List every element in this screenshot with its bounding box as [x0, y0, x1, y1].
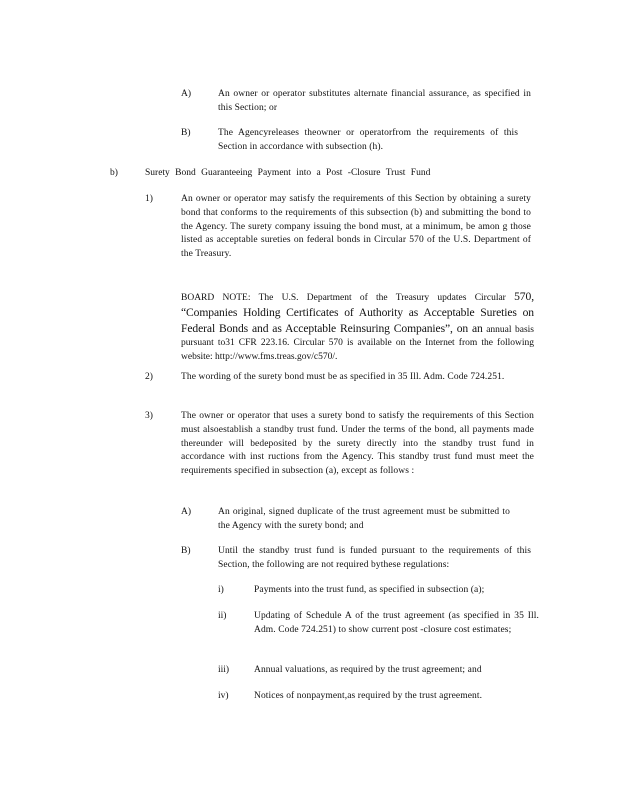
item-label: ii) [218, 611, 227, 621]
item-text: Payments into the trust fund, as specified in subsection (a); [254, 585, 485, 595]
item-label: i) [218, 585, 224, 595]
subsection-heading: Surety Bond Guaranteeing Payment into a Post -Closure Trust Fund [145, 168, 431, 178]
item-text: Updating of Schedule A of the trust agreement (as specified in 35 Ill. Adm. Code 724.251) to show current post -closure cost estimates; [254, 611, 539, 635]
item-label: iv) [218, 691, 229, 701]
item-text: The Agencyreleases theowner or operatorfrom the requirements of this Section in accordance with subsection (h). [218, 128, 518, 152]
item-label: 2) [145, 372, 153, 382]
board-note [181, 290, 534, 365]
item-label: iii) [218, 665, 230, 675]
item-text: Annual valuations, as required by the trust agreement; and [254, 665, 482, 675]
item-text: The owner or operator that uses a surety bond to satisfy the requirements of this Section must alsoestablish a standby trust fund. Under the terms of the bond, all payments made thereunder will bedeposited by the surety directly into the standby trust fund in accordance with inst ructions from the Agency. This standby trust fund must meet the requirements specified in subsection (a), except as follows : [181, 411, 534, 477]
item-text: The wording of the surety bond must be as specified in 35 Ill. Adm. Code 724.251. [181, 372, 505, 382]
item-label: 1) [145, 194, 153, 204]
item-text: An owner or operator may satisfy the requirements of this Section by obtaining a surety bond that conforms to the requirements of this subsection (b) and submitting the bond to the Agency. The surety company issuing the bond must, at a minimum, be amon g those listed as acceptable sureties on federal bonds in Circular 570 of the U.S. Department of the Treasury. [181, 194, 531, 260]
board-note-title: 570, “Companies Holding Certificates of Authority as Acceptable Sureties on Federal Bonds and as Acceptable Reinsuring Companies”, on an [181, 290, 534, 335]
item-text: An owner or operator substitutes alternate financial assurance, as specified in this Section; or [218, 89, 531, 113]
item-label: B) [181, 546, 191, 556]
item-label: B) [181, 128, 191, 138]
item-label: A) [181, 89, 192, 99]
item-text: Notices of nonpayment,as required by the trust agreement. [254, 691, 483, 701]
item-label: 3) [145, 411, 153, 421]
board-note-intro: BOARD NOTE: The U.S. Department of the Treasury updates Circular [181, 293, 506, 303]
subsection-label: b) [110, 168, 118, 178]
item-text: An original, signed duplicate of the trust agreement must be submitted to the Agency with the surety bond; and [218, 507, 510, 531]
board-note-details: annual basis pursuant to31 CFR 223.16. Circular 570 is available on the Internet from the following website: http://www.fms.treas.gov/c570/. [181, 324, 534, 363]
item-label: A) [181, 507, 192, 517]
item-text: Until the standby trust fund is funded pursuant to the requirements of this Section, the following are not required bythese regulations: [218, 546, 531, 570]
